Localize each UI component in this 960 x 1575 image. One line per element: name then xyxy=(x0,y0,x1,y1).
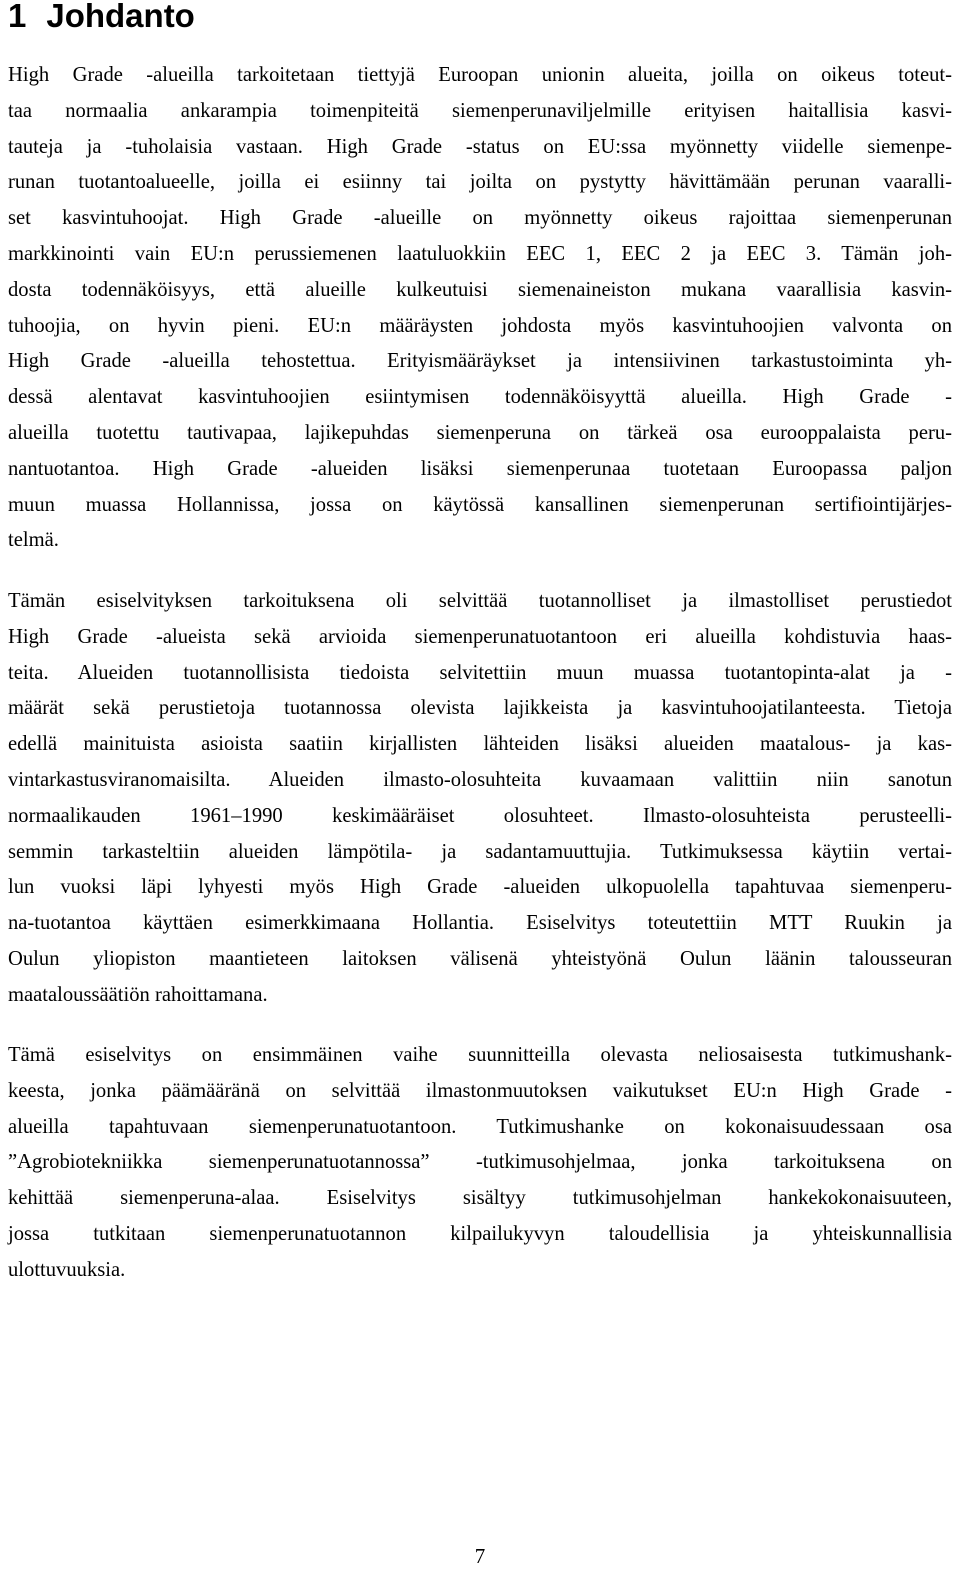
text-line: set kasvintuhoojat. High Grade -alueille on myönnetty oikeus rajoittaa siemenperunan xyxy=(8,207,952,230)
text-line: normaalikauden 1961–1990 keskimääräiset olosuhteet. Ilmasto-olosuhteista perusteelli- xyxy=(8,804,952,827)
text-line: määrät sekä perustietoja tuotannossa olevista lajikkeista ja kasvintuhoojatilanteesta. Tietoja xyxy=(8,697,952,720)
text-line: teita. Alueiden tuotannollisista tiedoista selvitettiin muun muassa tuotantopinta-alat ja - xyxy=(8,661,952,684)
text-line: alueilla tuotettu tautivapaa, lajikepuhdas siemenperuna on tärkeä osa eurooppalaista peru- xyxy=(8,421,952,444)
text-line: lun vuoksi läpi lyhyesti myös High Grade -alueiden ulkopuolella tapahtuvaa siemenperu- xyxy=(8,876,952,899)
page-number: 7 xyxy=(474,1544,486,1568)
text-line: dosta todennäköisyys, että alueille kulkeutuisi siemenaineiston mukana vaarallisia kasvin- xyxy=(8,278,952,301)
text-line: tuhoojia, on hyvin pieni. EU:n määräysten johdosta myös kasvintuhoojien valvonta on xyxy=(8,314,952,337)
chapter-title: Johdanto xyxy=(46,0,195,34)
text-line: High Grade -alueilla tehostettua. Erityismääräykset ja intensiivinen tarkastustoiminta yh- xyxy=(8,350,952,373)
text-line: keesta, jonka päämääränä on selvittää ilmastonmuutoksen vaikutukset EU:n High Grade - xyxy=(8,1079,952,1102)
text-line: muun muassa Hollannissa, jossa on käytössä kansallinen siemenperunan sertifiointijärjes- xyxy=(8,493,952,516)
text-line: jossa tutkitaan siemenperunatuotannon kilpailukyvyn taloudellisia ja yhteiskunnallisia xyxy=(8,1222,952,1245)
text-line: telmä. xyxy=(8,529,59,552)
text-line: edellä mainituista asioista saatiin kirjallisten lähteiden lisäksi alueiden maatalous- ja kas- xyxy=(8,733,952,756)
text-line: nantuotantoa. High Grade -alueiden lisäksi siemenperunaa tuotetaan Euroopassa paljon xyxy=(8,457,952,480)
text-line: maataloussäätiön rahoittamana. xyxy=(8,983,268,1006)
text-line: vintarkastusviranomaisilta. Alueiden ilmasto-olosuhteita kuvaamaan valittiin niin sanotun xyxy=(8,768,952,791)
text-line: dessä alentavat kasvintuhoojien esiintymisen todennäköisyyttä alueilla. High Grade - xyxy=(8,386,952,409)
paragraph-1 xyxy=(8,58,952,559)
text-line: ulottuvuuksia. xyxy=(8,1258,126,1281)
text-line: kehittää siemenperuna-alaa. Esiselvitys sisältyy tutkimusohjelman hankekokonaisuuteen, xyxy=(8,1187,952,1210)
text-line: taa normaalia ankarampia toimenpiteitä siemenperunaviljelmille erityisen haitallisia kasvi- xyxy=(8,99,952,122)
chapter-heading xyxy=(8,0,195,38)
text-line: markkinointi vain EU:n perussiemenen laatuluokkiin EEC 1, EEC 2 ja EEC 3. Tämän joh- xyxy=(8,242,952,265)
paragraph-3 xyxy=(8,1038,952,1289)
text-line: High Grade -alueista sekä arvioida siemenperunatuotantoon eri alueilla kohdistuvia haas- xyxy=(8,625,952,648)
text-line: ”Agrobiotekniikka siemenperunatuotannossa” -tutkimusohjelmaa, jonka tarkoituksena on xyxy=(8,1151,952,1174)
text-line: High Grade -alueilla tarkoitetaan tiettyjä Euroopan unionin alueita, joilla on oikeus toteut- xyxy=(8,64,952,86)
text-line: runan tuotantoalueelle, joilla ei esiinny tai joilta on pystytty hävittämään perunan vaaralli- xyxy=(8,171,952,194)
chapter-number: 1 xyxy=(8,0,27,34)
text-line: Tämä esiselvitys on ensimmäinen vaihe suunnitteilla olevasta neliosaisesta tutkimushank- xyxy=(8,1044,952,1066)
paragraph-2 xyxy=(8,584,952,1014)
text-line: alueilla tapahtuvaan siemenperunatuotantoon. Tutkimushanke on kokonaisuudessaan osa xyxy=(8,1115,952,1138)
text-line: tauteja ja -tuholaisia vastaan. High Grade -status on EU:ssa myönnetty viidelle siemenpe- xyxy=(8,135,952,158)
text-line: semmin tarkasteltiin alueiden lämpötila- ja sadantamuuttujia. Tutkimuksessa käytiin vertai- xyxy=(8,840,952,863)
text-line: na-tuotantoa käyttäen esimerkkimaana Hollantia. Esiselvitys toteutettiin MTT Ruukin ja xyxy=(8,912,952,935)
text-line: Oulun yliopiston maantieteen laitoksen välisenä yhteistyönä Oulun läänin talousseuran xyxy=(8,947,952,970)
text-line: Tämän esiselvityksen tarkoituksena oli selvittää tuotannolliset ja ilmastolliset perustiedot xyxy=(8,590,952,612)
